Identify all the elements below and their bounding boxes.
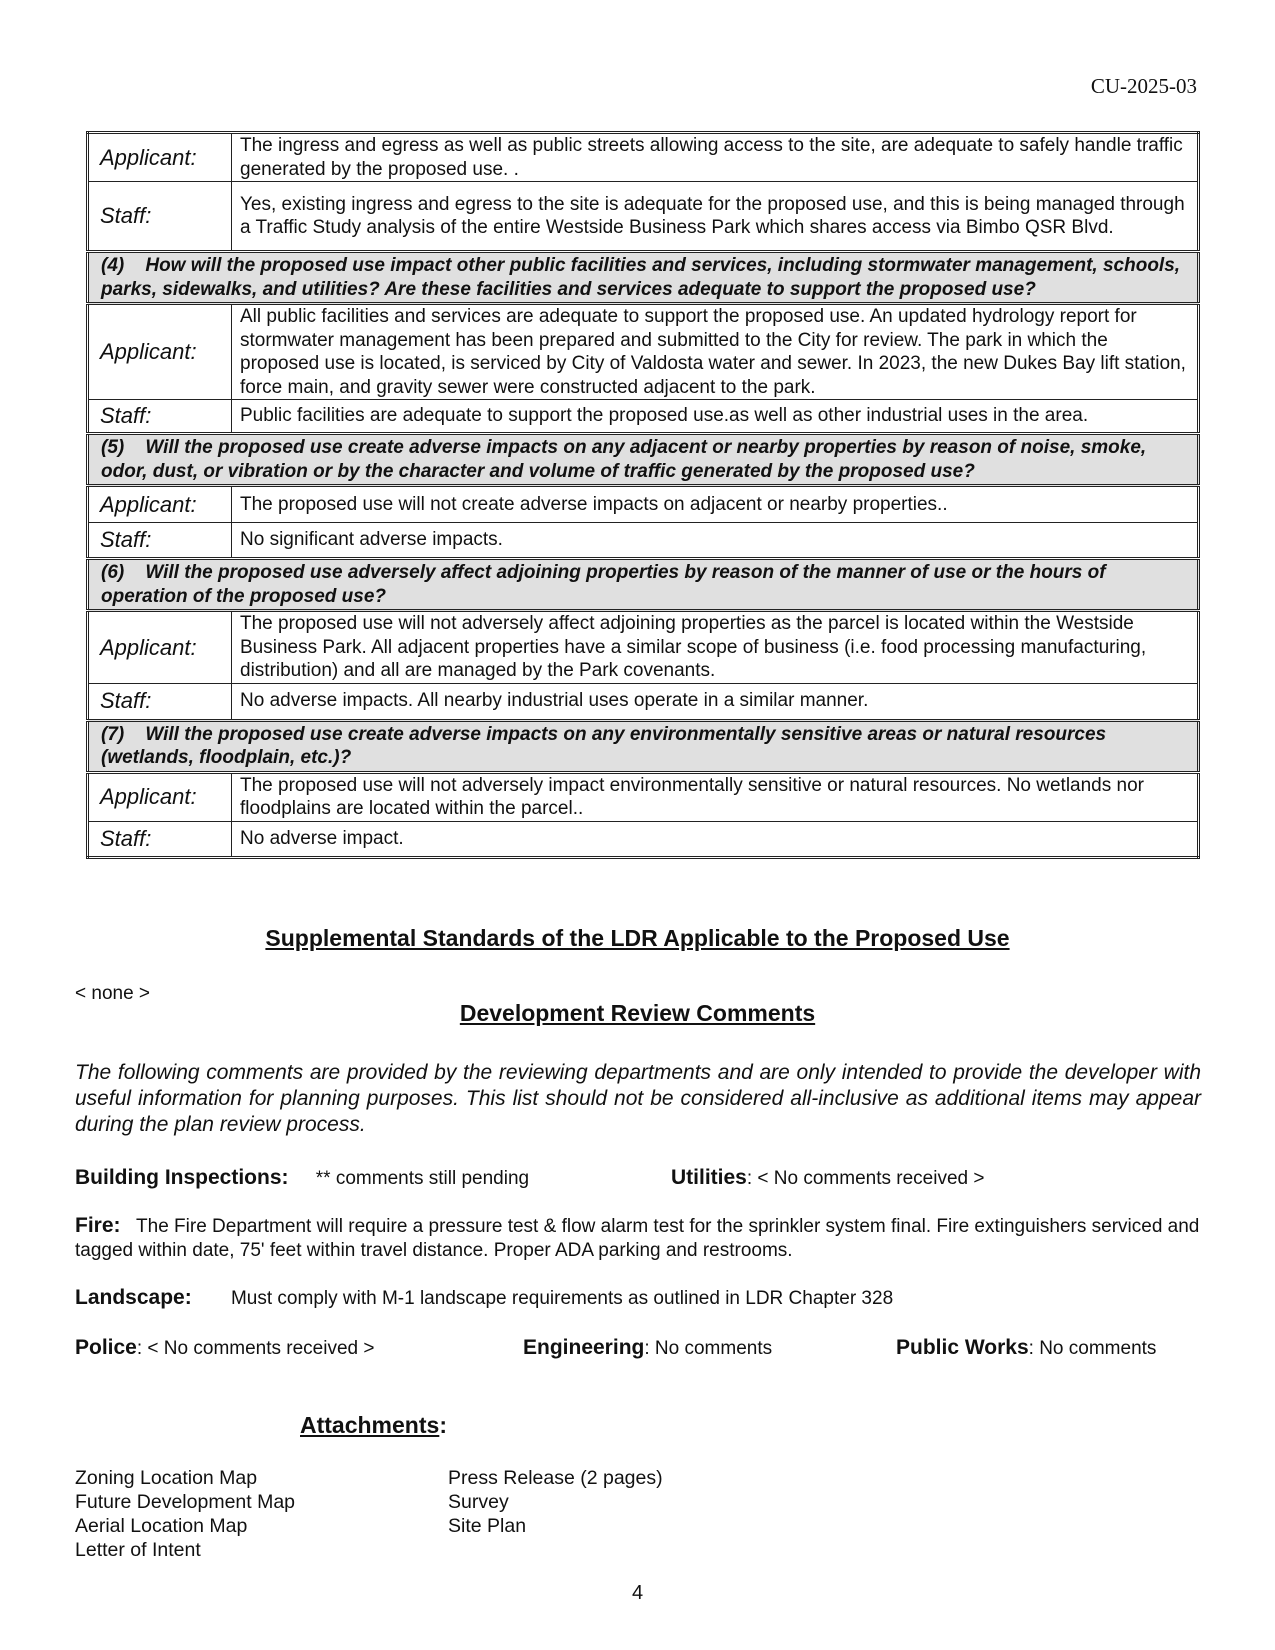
page-number: 4: [631, 1582, 644, 1604]
development-review-intro: The following comments are provided by the reviewing departments and are only intended to provide the developer with useful information for planning purposes. This list should not be considered all-inclusive as additional items may appear during the plan review process.: [75, 1061, 1201, 1136]
landscape-comment: [75, 1286, 893, 1310]
staff-label: Staff:: [88, 182, 232, 252]
landscape-label: Landscape:: [75, 1286, 192, 1309]
attachments-heading: [300, 1412, 447, 1439]
applicant-label: Applicant:: [88, 486, 232, 523]
table-row: [88, 821, 1199, 857]
table-row: [88, 523, 1199, 559]
development-review-heading: Development Review Comments: [459, 1000, 816, 1026]
landscape-text: Must comply with M-1 landscape requirements as outlined in LDR Chapter 328: [230, 1288, 894, 1309]
attachments-heading-text: Attachments: [300, 1412, 440, 1438]
public-works-comment: [896, 1336, 1156, 1360]
question-text: How will the proposed use impact other public facilities and services, including stormwater management, schools, parks, sidewalks, and utilities? Are these facilities and services adequate to support the proposed use?: [101, 255, 1181, 300]
question-row: [88, 252, 1199, 304]
question-4: [88, 252, 1199, 304]
question-5: [88, 434, 1199, 486]
table-row: [88, 182, 1199, 252]
table-row: [88, 400, 1199, 434]
question-number: (6): [101, 562, 125, 583]
staff-label: Staff:: [88, 821, 232, 857]
building-inspections-comment: [75, 1166, 529, 1190]
applicant-response: All public facilities and services are adequate to support the proposed use. An updated hydrology report for stormwater management has been prepared and submitted to the City for review. The park in which the proposed use is located, is serviced by City of Valdosta water and sewer. In 2023, the new Dukes Bay lift station, force main, and gravity sewer were constructed adjacent to the park.: [232, 304, 1199, 400]
staff-label: Staff:: [88, 400, 232, 434]
table-row: [88, 772, 1199, 821]
applicant-response: The ingress and egress as well as public streets allowing access to the site, are adequate to safely handle traffic generated by the proposed use. .: [232, 133, 1199, 182]
utilities-text: : < No comments received >: [746, 1168, 985, 1189]
review-criteria-table: [86, 131, 1200, 859]
question-text: Will the proposed use create adverse impacts on any environmentally sensitive areas or natural resources (wetlands, floodplain, etc.)?: [101, 723, 1107, 768]
applicant-label: Applicant:: [88, 133, 232, 182]
applicant-response: The proposed use will not create adverse impacts on adjacent or nearby properties..: [232, 486, 1199, 523]
question-number: (7): [101, 723, 125, 745]
question-number: (4): [101, 255, 125, 276]
fire-comment: [75, 1214, 1205, 1263]
applicant-response: The proposed use will not adversely impact environmentally sensitive or natural resources. No wetlands nor floodplains are located within the parcel..: [232, 772, 1199, 821]
utilities-comment: [671, 1166, 984, 1190]
supplemental-standards-heading: Supplemental Standards of the LDR Applicable to the Proposed Use: [265, 925, 1010, 951]
attachment-item: Site Plan: [448, 1515, 527, 1537]
utilities-label: Utilities: [671, 1166, 747, 1189]
police-comment: [75, 1336, 374, 1360]
question-7: [88, 720, 1199, 772]
attachment-item: Future Development Map: [75, 1491, 296, 1513]
question-row: [88, 434, 1199, 486]
question-row: [88, 559, 1199, 611]
table-row: [88, 683, 1199, 720]
building-inspections-label: Building Inspections:: [75, 1166, 289, 1189]
staff-label: Staff:: [88, 683, 232, 720]
attachments-list-left: [75, 1466, 295, 1562]
question-text: Will the proposed use adversely affect adjoining properties by reason of the manner of use or the hours of operation of the proposed use?: [101, 562, 1106, 607]
fire-label: Fire:: [75, 1214, 121, 1237]
applicant-label: Applicant:: [88, 611, 232, 684]
question-text: Will the proposed use create adverse impacts on any adjacent or nearby properties by reason of noise, smoke, odor, dust, or vibration or by the character and volume of traffic generated by the proposed use?: [101, 437, 1147, 482]
applicant-label: Applicant:: [88, 304, 232, 400]
staff-response: No significant adverse impacts.: [232, 523, 1199, 559]
attachments-list-right: [448, 1466, 663, 1538]
attachment-item: Aerial Location Map: [75, 1515, 248, 1537]
police-label: Police: [75, 1336, 137, 1359]
police-text: : < No comments received >: [136, 1338, 375, 1359]
table-row: [88, 486, 1199, 523]
question-number: (5): [101, 437, 125, 458]
staff-label: Staff:: [88, 523, 232, 559]
attachment-item: Press Release (2 pages): [448, 1467, 663, 1489]
staff-response: No adverse impact.: [232, 821, 1199, 857]
attachment-item: Zoning Location Map: [75, 1467, 258, 1489]
fire-text: The Fire Department will require a pressure test & flow alarm test for the sprinkler system final. Fire extinguishers serviced and tagged within date, 75' feet within travel distance. Proper ADA parking and restrooms.: [75, 1216, 1200, 1261]
engineering-label: Engineering: [523, 1336, 645, 1359]
public-works-label: Public Works: [896, 1336, 1029, 1359]
building-inspections-text: ** comments still pending: [315, 1168, 530, 1189]
attachment-item: Survey: [448, 1491, 509, 1513]
table-row: [88, 133, 1199, 182]
engineering-text: : No comments: [644, 1338, 773, 1359]
engineering-comment: [523, 1336, 772, 1360]
applicant-label: Applicant:: [88, 772, 232, 821]
staff-response: Public facilities are adequate to support the proposed use.as well as other industrial uses in the area.: [232, 400, 1199, 434]
question-row: [88, 720, 1199, 772]
public-works-text: : No comments: [1028, 1338, 1157, 1359]
table-row: [88, 304, 1199, 400]
applicant-response: The proposed use will not adversely affect adjoining properties as the parcel is located within the Westside Business Park. All adjacent properties have a similar scope of business (i.e. food processing manufacturing, distribution) and all are managed by the Park covenants.: [232, 611, 1199, 684]
table-row: [88, 611, 1199, 684]
question-6: [88, 559, 1199, 611]
supplemental-standards-body: < none >: [75, 983, 151, 1004]
case-number: CU-2025-03: [1090, 74, 1197, 98]
attachment-item: Letter of Intent: [75, 1539, 201, 1561]
attachments-heading-colon: :: [439, 1412, 447, 1438]
staff-response: No adverse impacts. All nearby industrial uses operate in a similar manner.: [232, 683, 1199, 720]
staff-response: Yes, existing ingress and egress to the site is adequate for the proposed use, and this is being managed through a Traffic Study analysis of the entire Westside Business Park which shares access via Bimbo QSR Blvd.: [232, 182, 1199, 252]
